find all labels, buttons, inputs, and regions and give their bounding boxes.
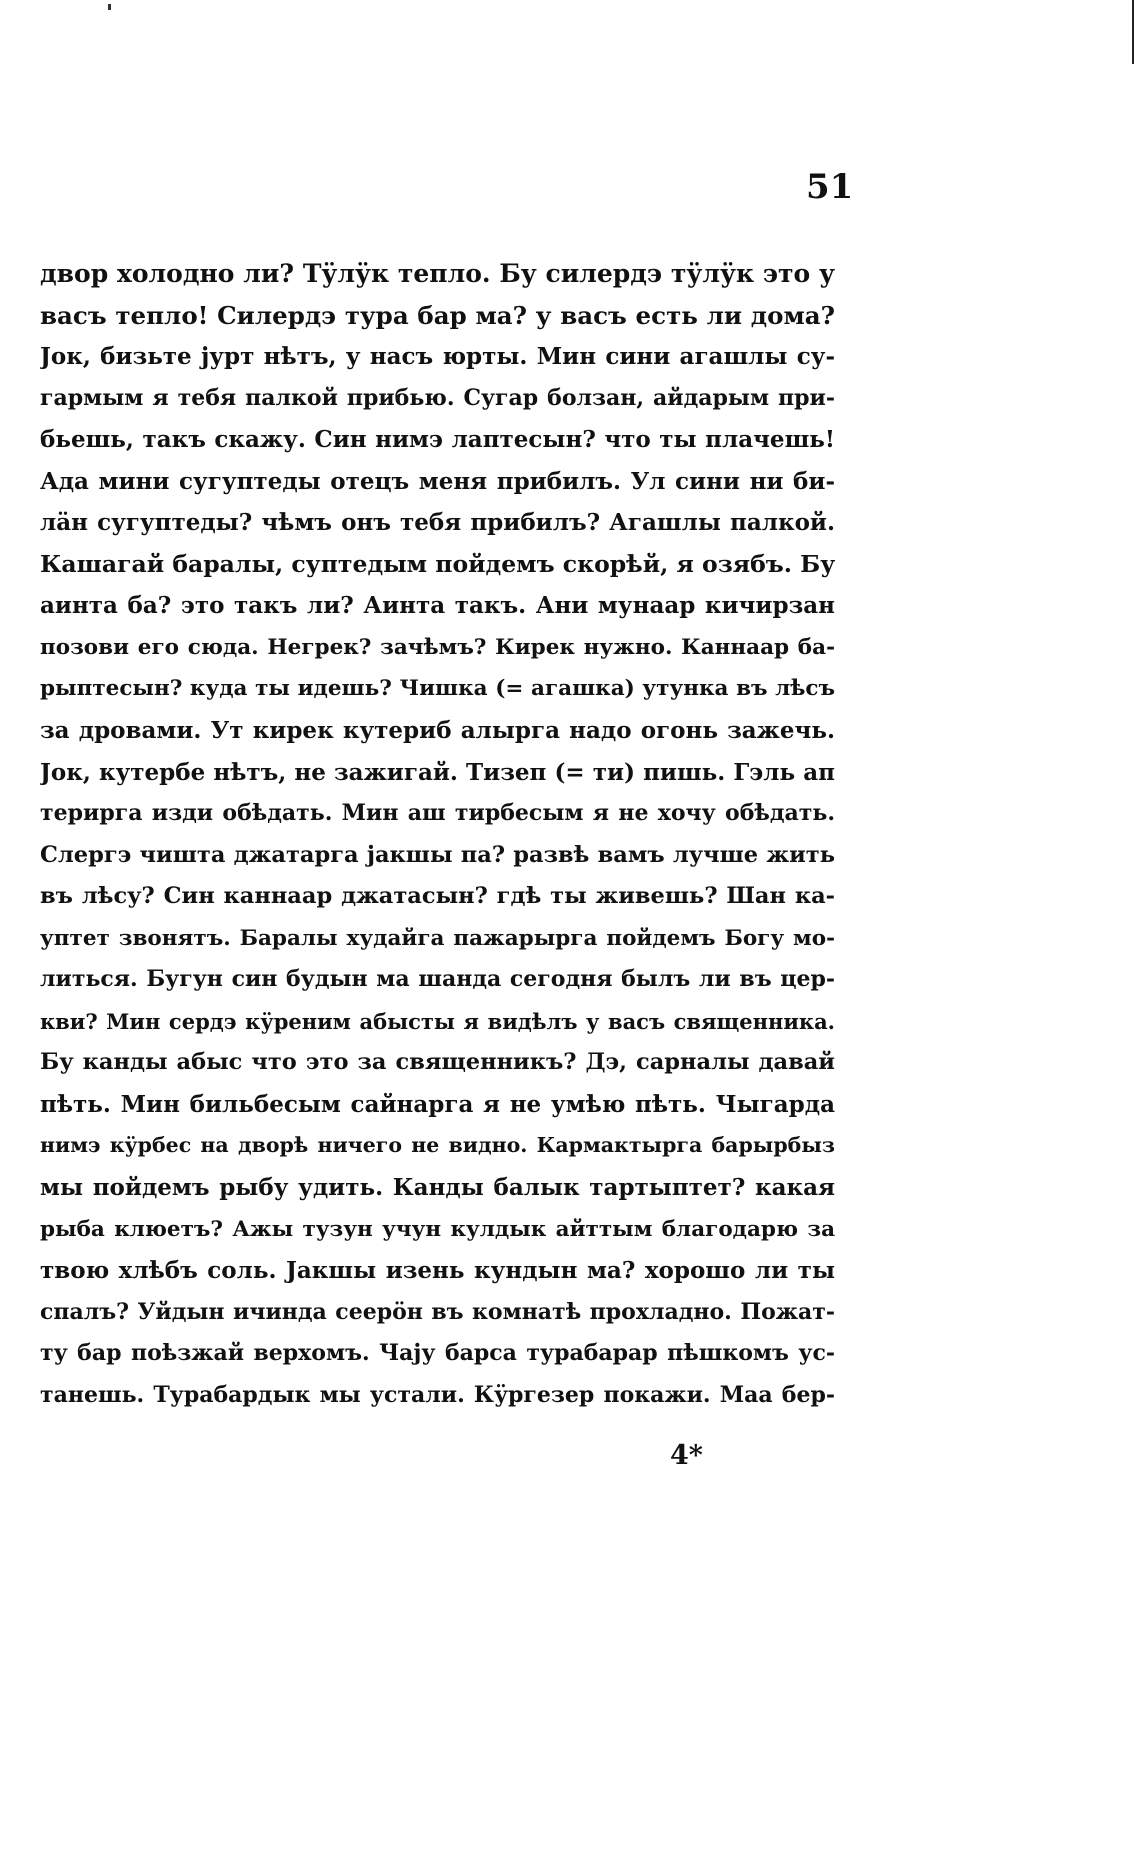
text-line: васъ тепло! Силердэ тура бар ма? у васъ есть ли дома? [40,300,835,330]
text-line: спалъ? Уйдын ичинда сеерӧн въ комнатѣ прохладно. Пожат- [40,1298,835,1325]
text-line: Јок, кутербе нѣтъ, не зажигай. Тизеп (= ти) пишь. Гэль ап [40,758,835,786]
text-line: рыба клюетъ? Ажы тузун учун кулдык айттым благодарю за [40,1216,835,1242]
text-line: нимэ кӱрбес на дворѣ ничего не видно. Кармактырга барырбыз [40,1133,835,1158]
text-line: лӓн сугуптеды? чѣмъ онъ тебя прибилъ? Агашлы палкой. [40,509,835,537]
text-line: рыптесын? куда ты идешь? Чишка (= агашка) утунка въ лѣсъ [40,676,835,702]
text-line: твою хлѣбъ соль. Јакшы изень кундын ма? хорошо ли ты [40,1257,835,1285]
text-line: ту бар поѣзжай верхомъ. Чају барса турабарар пѣшкомъ ус- [40,1340,835,1367]
scan-speck [108,4,111,10]
text-line: Ада мини сугуптеды отецъ меня прибилъ. Ул сини ни би- [40,467,835,495]
text-line: пѣть. Мин бильбесым сайнарга я не умѣю пѣть. Чыгарда [40,1090,835,1118]
text-line: терирга изди обѣдать. Мин аш тирбесым я не хочу обѣдать. [40,800,835,827]
text-line: Јок, бизьте јурт нѣтъ, у насъ юрты. Мин сини агашлы су- [40,343,835,371]
text-line: за дровами. Ут кирек кутериб алырга надо огонь зажечь. [40,717,835,745]
text-line: мы пойдемъ рыбу удить. Канды балык тартыптет? какая [40,1174,835,1202]
text-line: въ лѣсу? Син каннаар джатасын? гдѣ ты живешь? Шан ка- [40,883,835,910]
text-line: Бу канды абыс что это за священникъ? Дэ, сарналы давай [40,1049,835,1076]
text-line: Кашагай баралы, суптедым пойдемъ скорѣй, я озябъ. Бу [40,549,835,578]
body-text [40,253,835,1416]
text-line: позови его сюда. Негрек? зачѣмъ? Кирек нужно. Каннаар ба- [40,634,835,660]
text-line: танешь. Турабардык мы устали. Кӱргезер покажи. Маа бер- [40,1381,835,1408]
text-line: кви? Мин сердэ кӱреним абысты я видѣлъ у васъ священника. [40,1008,835,1034]
text-line: бьешь, такъ скажу. Син нимэ лаптесын? что ты плачешь! [40,426,835,454]
text-line: уптет звонятъ. Баралы худайга пажарырга пойдемъ Богу мо- [40,925,835,951]
text-line: двор холодно ли? Тӱлӱк тепло. Бу силердэ тӱлӱк это у [40,259,835,288]
scan-edge-line [1132,0,1134,64]
signature-mark: 4* [670,1440,703,1471]
text-line: литься. Бугун син будын ма шанда сегодня былъ ли въ цер- [40,966,835,993]
text-line: гармым я тебя палкой прибью. Сугар болзан, айдарым при- [40,384,835,411]
text-line: аинта ба? это такъ ли? Аинта такъ. Ани мунаар кичирзан [40,592,835,620]
page-number: 51 [806,167,854,207]
text-line: Слергэ чишта джатарга јакшы па? развѣ вамъ лучше жить [40,841,835,868]
